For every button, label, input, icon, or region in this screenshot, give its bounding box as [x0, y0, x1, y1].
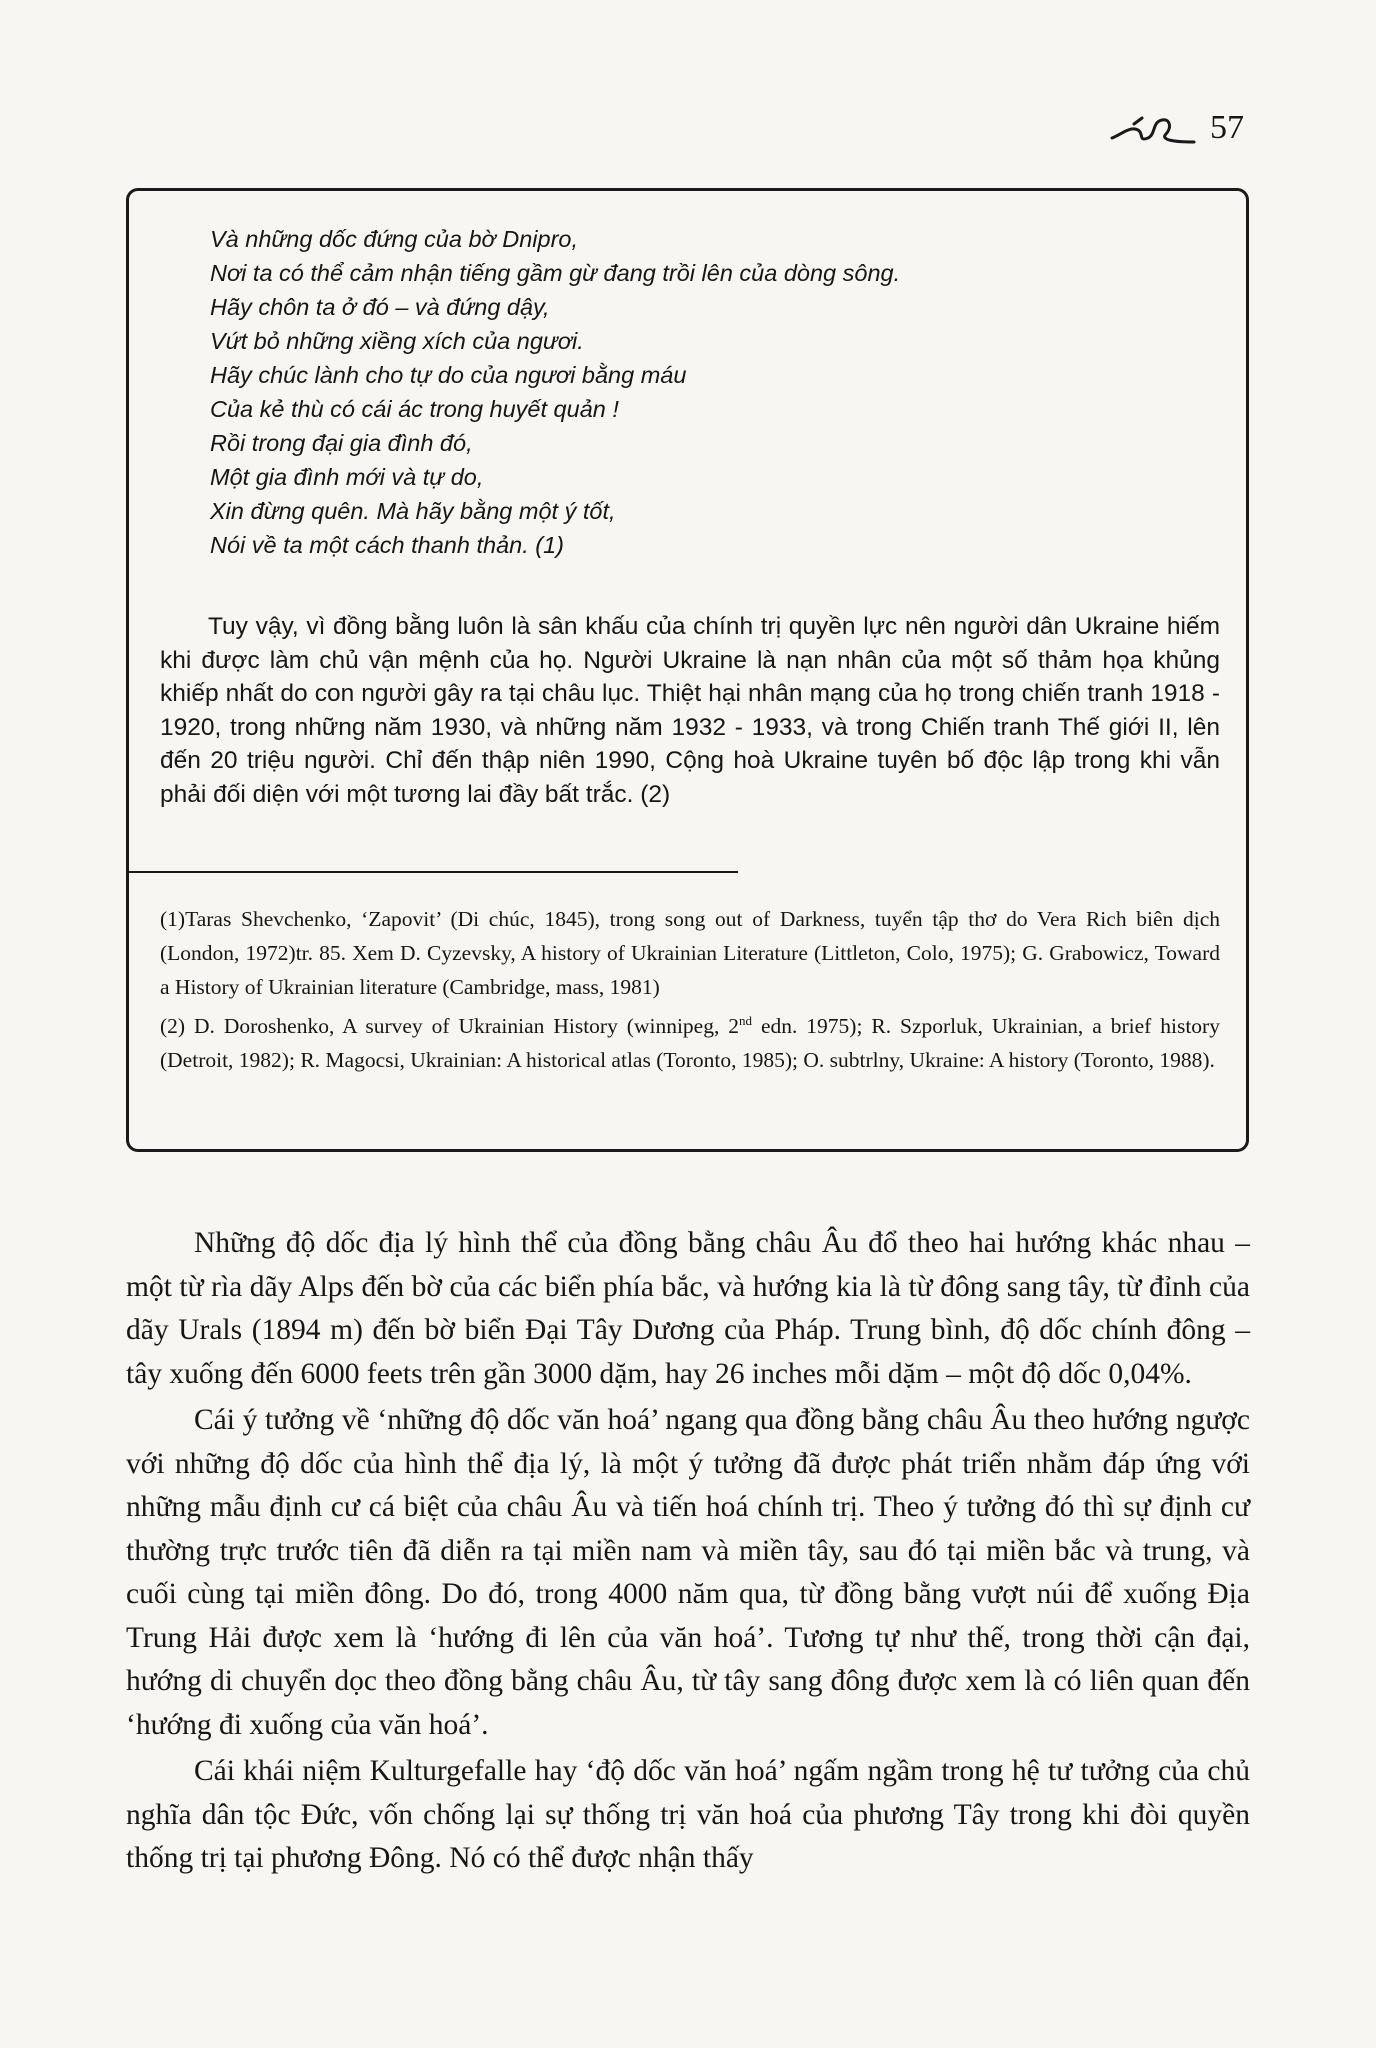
footnotes — [160, 902, 1220, 1077]
body-paragraph: Cái khái niệm Kulturgefalle hay ‘độ dốc văn hoá’ ngấm ngầm trong hệ tư tưởng của chủ nghĩa dân tộc Đức, vốn chống lại sự thống trị văn hoá của phương Tây trong khi đòi quyền thống trị tại phương Đông. Nó có thể được nhận thấy — [126, 1755, 1250, 1874]
body-text — [126, 1222, 1250, 1884]
body-paragraph: Những độ dốc địa lý hình thể của đồng bằng châu Âu đổ theo hai hướng khác nhau – một từ rìa dãy Alps đến bờ của các biển phía bắc, và hướng kia là từ đông sang tây, từ đỉnh của dãy Urals (1894 m) đến bờ biển Đại Tây Dương của Pháp. Trung bình, độ dốc chính đông – tây xuống đến 6000 feets trên gần 3000 dặm, hay 26 inches mỗi dặm – một độ dốc 0,04%. — [126, 1227, 1250, 1390]
footnote-divider — [128, 871, 738, 873]
poem-line: Hãy chúc lành cho tự do của ngươi bằng máu — [210, 362, 687, 388]
body-paragraph: Cái ý tưởng về ‘những độ dốc văn hoá’ ngang qua đồng bằng châu Âu theo hướng ngược với những độ dốc của hình thể địa lý, là một ý tưởng đã được phát triển nhằm đáp ứng với những mẫu định cư cá biệt của châu Âu và tiến hoá chính trị. Theo ý tưởng đó thì sự định cư thường trực trước tiên đã diễn ra tại miền nam và miền tây, sau đó tại miền bắc và trung, và cuối cùng tại miền đông. Do đó, trong 4000 năm qua, từ đồng bằng vượt núi để xuống Địa Trung Hải được xem là ‘hướng đi lên của văn hoá’. Tương tự như thế, trong thời cận đại, hướng di chuyển dọc theo đồng bằng châu Âu, từ tây sang đông được xem là có liên quan đến ‘hướng đi xuống của văn hoá’. — [126, 1404, 1250, 1741]
pen-flourish-icon — [1108, 108, 1198, 150]
poem — [210, 222, 1210, 562]
page-number: 57 — [1210, 109, 1244, 146]
footnote-1: (1)Taras Shevchenko, ‘Zapovit’ (Di chúc, 1845), trong song out of Darkness, tuyển tập thơ do Vera Rich biên dịch (London, 1972)tr. 85. Xem D. Cyzevsky, A history of Ukrainian Literature (Littleton, Colo, 1975); G. Grabowicz, Toward a History of Ukrainian literature (Cambridge, mass, 1981) — [160, 907, 1220, 999]
poem-line: Xin đừng quên. Mà hãy bằng một ý tốt, — [210, 498, 616, 524]
poem-line: Của kẻ thù có cái ác trong huyết quản ! — [210, 396, 619, 422]
poem-line: Rồi trong đại gia đình đó, — [210, 430, 473, 456]
poem-line: Và những dốc đứng của bờ Dnipro, — [210, 226, 579, 252]
footnote-2: (2) D. Doroshenko, A survey of Ukrainian History (winnipeg, 2nd edn. 1975); R. Szporluk, Ukrainian, a brief history (Detroit, 1982); R. Magocsi, Ukrainian: A historical atlas (Toronto, 1985); O. subtrlny, Ukraine: A history (Toronto, 1988). — [160, 1013, 1220, 1073]
box-paragraph — [160, 610, 1220, 811]
poem-line: Nơi ta có thể cảm nhận tiếng gầm gừ đang trồi lên của dòng sông. — [210, 260, 901, 286]
poem-line: Nói về ta một cách thanh thản. (1) — [210, 532, 564, 558]
poem-line: Một gia đình mới và tự do, — [210, 464, 484, 490]
poem-line: Hãy chôn ta ở đó – và đứng dậy, — [210, 294, 550, 320]
box-paragraph-text: Tuy vậy, vì đồng bằng luôn là sân khấu của chính trị quyền lực nên người dân Ukraine hiếm khi được làm chủ vận mệnh của họ. Người Ukraine là nạn nhân của một số thảm họa khủng khiếp nhất do con người gây ra tại châu lục. Thiệt hại nhân mạng của họ trong chiến tranh 1918 - 1920, trong những năm 1930, và những năm 1932 - 1933, và trong Chiến tranh Thế giới II, lên đến 20 triệu người. Chỉ đến thập niên 1990, Cộng hoà Ukraine tuyên bố độc lập trong khi vẫn phải đối diện với một tương lai đầy bất trắc. (2) — [160, 613, 1220, 808]
poem-line: Vứt bỏ những xiềng xích của ngươi. — [210, 328, 584, 354]
